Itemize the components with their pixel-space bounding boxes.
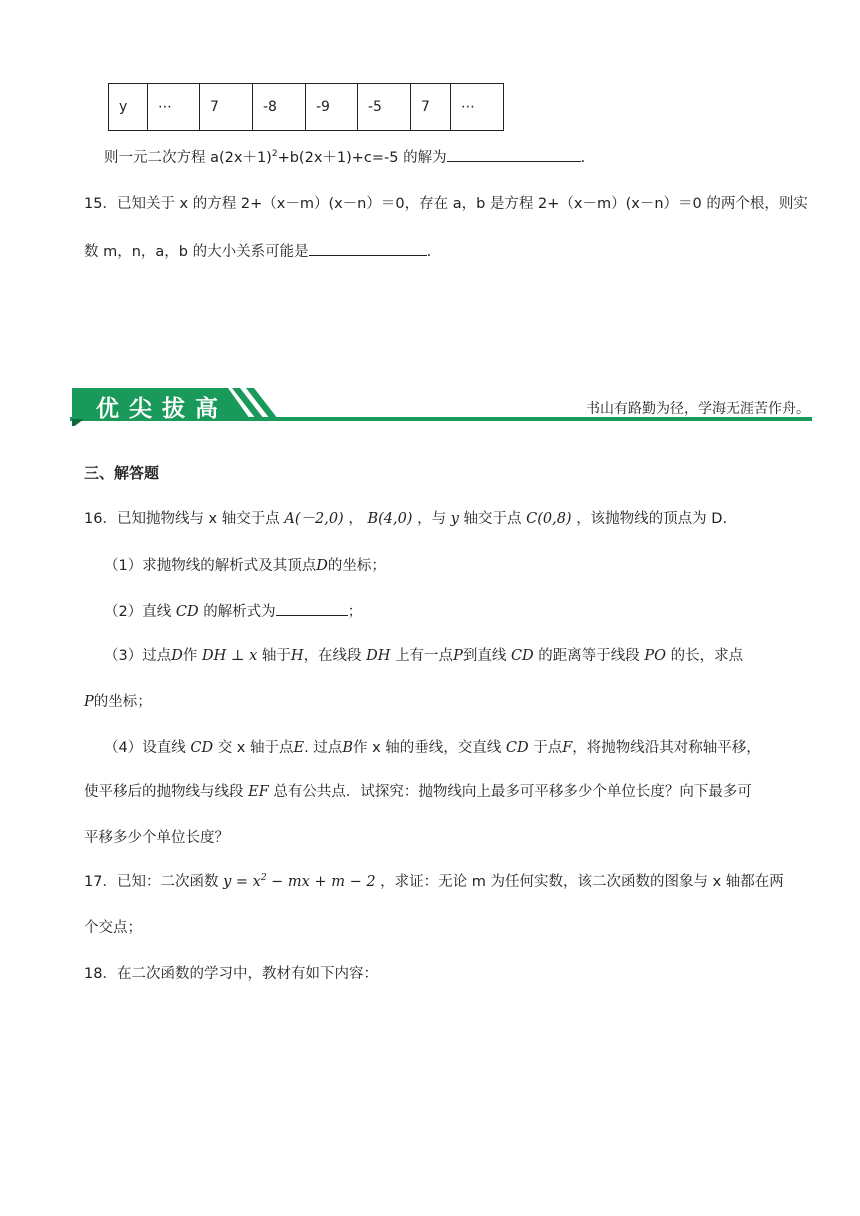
q17-line-2: 个交点； xyxy=(84,920,142,936)
table-cell: -8 xyxy=(253,84,306,131)
table-cell: ⋯ xyxy=(451,84,504,131)
table-cell: -5 xyxy=(358,84,411,131)
section-title: 三、解答题 xyxy=(84,464,160,482)
table-cell: 7 xyxy=(411,84,451,131)
q16-intro: 16．已知抛物线与 x 轴交于点 A(－2,0) ， B(4,0) ，与 y 轴交于点 C(0,8) ，该抛物线的顶点为 D. xyxy=(84,511,728,527)
q14-answer-line: 则一元二次方程 $a(2x+1)^2+b(2x+1)+c=-5$ 的解为 . xyxy=(104,146,585,167)
table-cell: y xyxy=(109,84,148,131)
banner-fold xyxy=(72,419,84,426)
q15-line-2: 数 m，n，a，b 的大小关系可能是 . xyxy=(84,240,431,261)
q16-part-3-line-1: （3）过点D作 DH ⊥ x 轴于H，在线段 DH 上有一点P到直线 CD 的距离等于线段 PO 的长，求点 xyxy=(104,648,744,664)
answer-blank[interactable] xyxy=(276,601,348,616)
values-table xyxy=(108,83,504,131)
q16-part-2: （2）直线 CD 的解析式为 ； xyxy=(104,600,362,621)
q17-equation: $y = x^2$ − mx + m − 2 xyxy=(223,873,376,890)
banner-title: 优尖拔高 xyxy=(96,395,228,422)
q16-part-1: （1）求抛物线的解析式及其顶点D的坐标； xyxy=(104,558,386,574)
q16-part-3-line-2: P的坐标； xyxy=(84,694,152,710)
answer-blank[interactable] xyxy=(447,147,581,162)
q16-part-4-line-3: 平移多少个单位长度？ xyxy=(84,830,229,846)
table-row xyxy=(109,84,504,131)
banner-motto: 书山有路勤为径，学海无涯苦作舟。 xyxy=(586,401,810,417)
answer-blank[interactable] xyxy=(309,241,427,256)
q16-part-4-line-1: （4）设直线 CD 交 x 轴于点E. 过点B作 x 轴的垂线，交直线 CD 于点F，将抛物线沿其对称轴平移， xyxy=(104,740,761,756)
table-cell: 7 xyxy=(200,84,253,131)
q18-line: 18．在二次函数的学习中，教材有如下内容： xyxy=(84,966,378,982)
q16-part-4-line-2: 使平移后的抛物线与线段 EF 总有公共点．试探究：抛物线向上最多可平移多少个单位长度？向下最多可 xyxy=(84,784,752,800)
q15-line-1: 15．已知关于 x 的方程 2+（x－m）(x－n）＝0，存在 a，b 是方程 2+（x－m）(x－n）＝0 的两个根，则实 xyxy=(84,196,808,212)
q17-line-1: 17．已知：二次函数 $y = x^2$ − mx + m − 2 ，求证：无论 m 为任何实数，该二次函数的图象与 x 轴都在两 xyxy=(84,873,784,890)
table-cell: ⋯ xyxy=(148,84,200,131)
table-cell: -9 xyxy=(306,84,358,131)
